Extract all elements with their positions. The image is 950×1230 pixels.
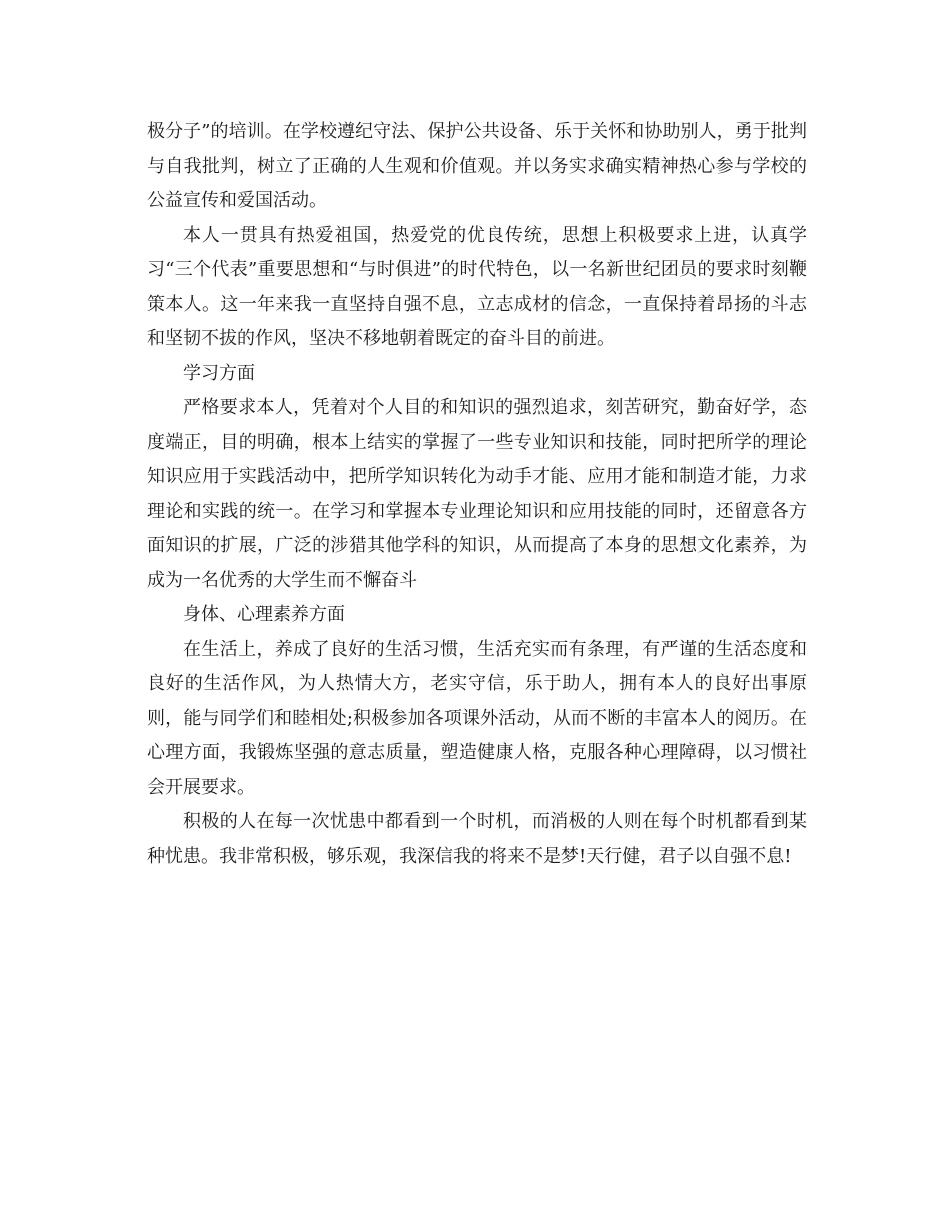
paragraph-conclusion: 积极的人在每一次忧患中都看到一个时机，而消极的人则在每个时机都看到某种忧患。我非常积极，够乐观，我深信我的将来不是梦!天行健，君子以自强不息!	[147, 811, 807, 867]
paragraph-health: 在生活上，养成了良好的生活习惯，生活充实而有条理，有严谨的生活态度和良好的生活作风，为人热情大方，老实守信，乐于助人，拥有本人的良好出事原则，能与同学们和睦相处;积极参加各项课外活动，从而不断的丰富本人的阅历。在心理方面，我锻炼坚强的意志质量，塑造健康人格，克服各种心理障碍，以习惯社会开展要求。	[147, 638, 807, 798]
paragraph-ideology: 本人一贯具有热爱祖国，热爱党的优良传统，思想上积极要求上进，认真学习“三个代表”重要思想和“与时俱进”的时代特色，以一名新世纪团员的要求时刻鞭策本人。这一年来我一直坚持自强不息，立志成材的信念，一直保持着昂扬的斗志和坚韧不拔的作风，坚决不移地朝着既定的奋斗目的前进。	[147, 224, 807, 349]
document-body	[147, 115, 807, 874]
paragraph-study: 严格要求本人，凭着对个人目的和知识的强烈追求，刻苦研究，勤奋好学，态度端正，目的明确，根本上结实的掌握了一些专业知识和技能，同时把所学的理论知识应用于实践活动中，把所学知识转化为动手才能、应用才能和制造才能，力求理论和实践的统一。在学习和掌握本专业理论知识和应用技能的同时，还留意各方面知识的扩展，广泛的涉猎其他学科的知识，从而提高了本身的思想文化素养，为成为一名优秀的大学生而不懈奋斗	[147, 397, 807, 591]
section-heading-health: 身体、心理素养方面	[183, 604, 345, 625]
section-heading-study: 学习方面	[183, 362, 255, 384]
paragraph-conduct: 极分子”的培训。在学校遵纪守法、保护公共设备、乐于关怀和协助别人，勇于批判与自我批判，树立了正确的人生观和价值观。并以务实求确实精神热心参与学校的公益宣传和爱国活动。	[147, 121, 807, 211]
